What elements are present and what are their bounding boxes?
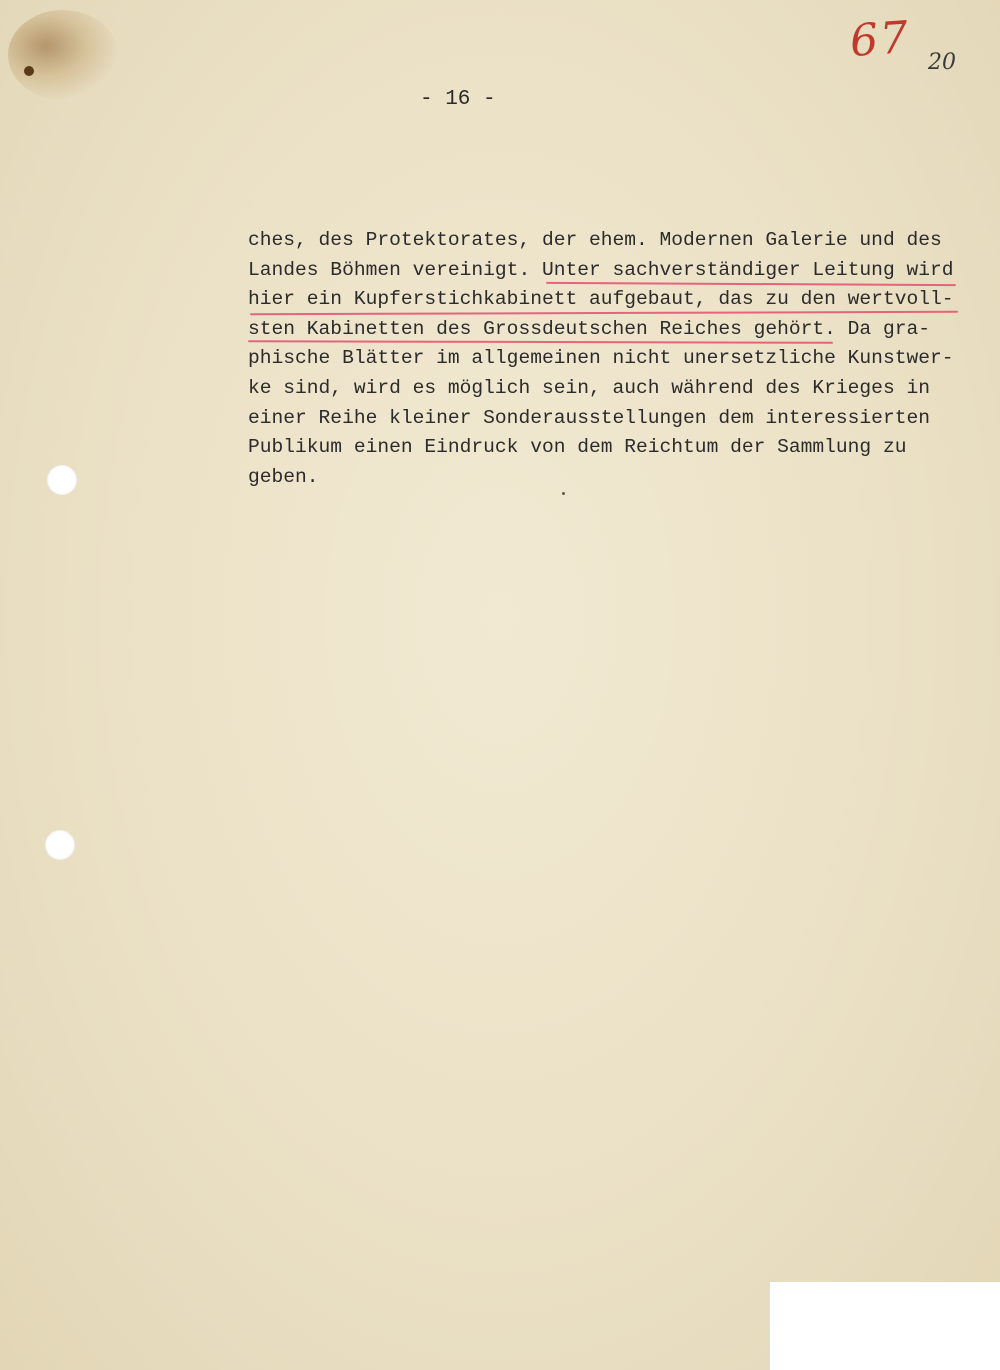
text-line: geben. xyxy=(248,465,319,488)
text-line: ches, des Protektorates, der ehem. Modernen Galerie und des xyxy=(248,229,942,251)
punch-hole-bottom xyxy=(45,830,75,860)
scan-border xyxy=(770,1282,1000,1370)
punch-hole-top xyxy=(47,465,77,495)
text-line: einer Reihe kleiner Sonderausstellungen dem interessierten xyxy=(248,406,930,429)
stain-dot xyxy=(24,66,34,76)
page-number: - 16 - xyxy=(420,88,496,111)
text-line: Publikum einen Eindruck von dem Reichtum der Sammlung zu xyxy=(248,436,907,459)
ink-speck xyxy=(562,492,565,495)
folio-number: 20 xyxy=(928,50,956,75)
text-line: hier ein Kupferstichkabinett aufgebaut, das zu den wertvoll- xyxy=(248,288,954,311)
archive-number: 67 xyxy=(848,11,912,68)
stain-mark xyxy=(8,10,118,100)
text-line: Landes Böhmen vereinigt. Unter sachverständiger Leitung wird xyxy=(248,258,954,281)
text-line: ke sind, wird es möglich sein, auch während des Krieges in xyxy=(248,376,930,399)
text-line: phische Blätter im allgemeinen nicht unersetzliche Kunstwer- xyxy=(248,347,954,370)
text-line: sten Kabinetten des Grossdeutschen Reiches gehört. Da gra- xyxy=(248,317,930,340)
body-text xyxy=(248,226,968,492)
